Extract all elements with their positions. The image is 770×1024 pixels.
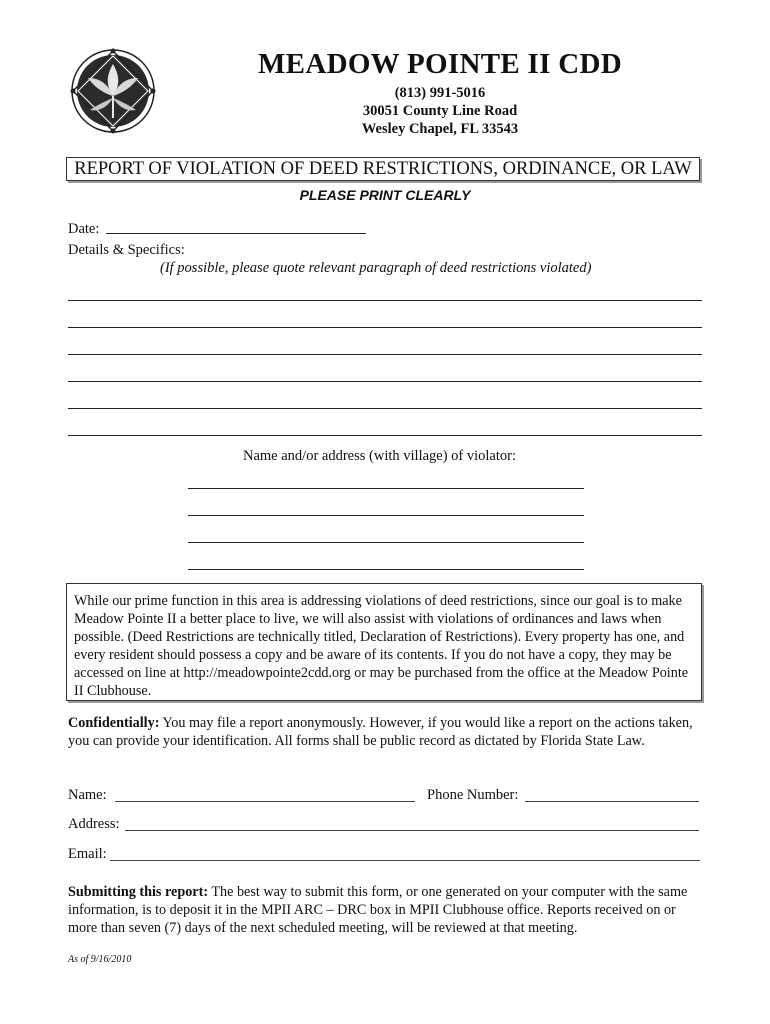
submitting-paragraph	[68, 883, 704, 937]
email-label: Email:	[68, 846, 107, 862]
details-line-6[interactable]	[68, 435, 702, 436]
details-line-5[interactable]	[68, 408, 702, 409]
confidentiality-heading: Confidentially:	[68, 715, 160, 731]
address-label: Address:	[68, 816, 120, 832]
date-field[interactable]	[106, 233, 366, 234]
deed-restrictions-info-box	[66, 583, 702, 701]
info-box-text: While our prime function in this area is addressing violations of deed restrictions, since our goal is to make Meadow Pointe II a better place to live, we will also assist with violations of ordinances and laws when possible. (Deed Restrictions are technically titled, Declaration of Restrictions). Every property has one, and every resident should possess a copy and be aware of its contents. If you do not have a copy, they may be accessed on line at http://meadowpointe2cdd.org or may be purchased from the office at the Meadow Pointe II Clubhouse.	[74, 593, 689, 699]
details-note: (If possible, please quote relevant paragraph of deed restrictions violated)	[160, 260, 592, 276]
details-line-2[interactable]	[68, 327, 702, 328]
details-line-4[interactable]	[68, 381, 702, 382]
violator-label: Name and/or address (with village) of violator:	[243, 448, 517, 464]
revision-date: As of 9/16/2010	[68, 954, 132, 965]
violator-line-2[interactable]	[188, 515, 584, 516]
details-line-1[interactable]	[68, 300, 702, 301]
phone-field[interactable]	[525, 801, 699, 802]
street-address: 30051 County Line Road	[362, 103, 518, 119]
details-label: Details & Specifics:	[68, 242, 185, 258]
violator-line-4[interactable]	[188, 569, 584, 570]
date-label: Date:	[68, 221, 100, 237]
city-address: Wesley Chapel, FL 33543	[361, 121, 519, 137]
confidentiality-text: You may file a report anonymously. However, if you would like a report on the actions taken, you can provide your identification. All forms shall be public record as dictated by Florida State Law.	[68, 715, 693, 749]
report-title: REPORT OF VIOLATION OF DEED RESTRICTIONS, ORDINANCE, OR LAW	[66, 157, 700, 181]
diamond-leaf-logo-icon	[70, 48, 156, 134]
confidentiality-paragraph	[68, 714, 704, 750]
name-label: Name:	[68, 787, 107, 803]
organization-name: MEADOW POINTE II CDD	[258, 48, 622, 80]
address-field[interactable]	[125, 830, 699, 831]
name-field[interactable]	[115, 801, 415, 802]
phone-number: (813) 991-5016	[394, 85, 486, 101]
violator-line-1[interactable]	[188, 488, 584, 489]
submitting-heading: Submitting this report:	[68, 884, 209, 900]
violator-line-3[interactable]	[188, 542, 584, 543]
email-field[interactable]	[110, 860, 700, 861]
details-line-3[interactable]	[68, 354, 702, 355]
submitting-text: The best way to submit this form, or one generated on your computer with the same information, is to deposit it in the MPII ARC – DRC box in MPII Clubhouse office. Reports received on or more than seven (7) days of the next scheduled meeting, will be reviewed at that meeting.	[68, 884, 688, 936]
print-instruction: PLEASE PRINT CLEARLY	[299, 187, 471, 203]
phone-label: Phone Number:	[427, 787, 519, 803]
